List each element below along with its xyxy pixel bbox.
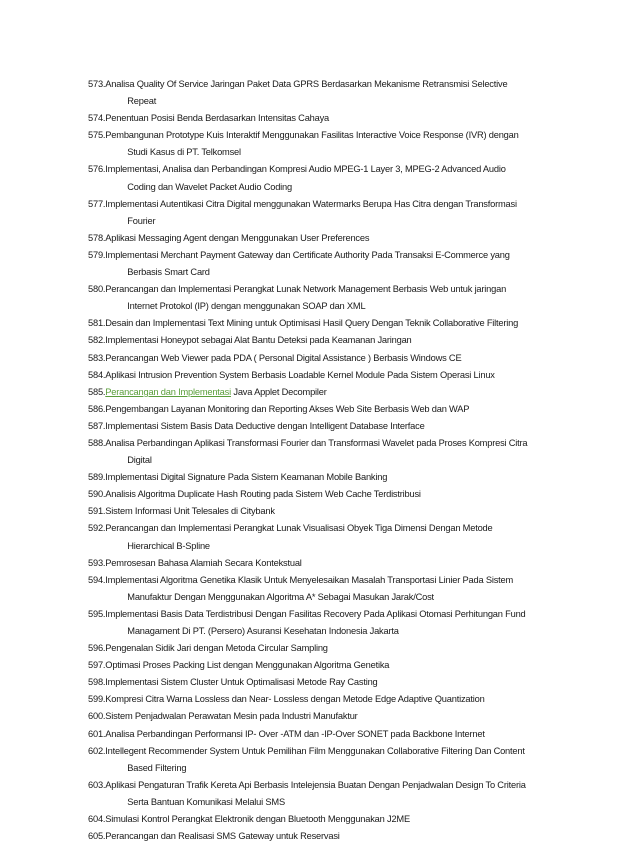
list-item bbox=[88, 401, 568, 418]
item-title-line bbox=[105, 384, 568, 401]
item-title-line: Implementasi Autentikasi Citra Digital menggunakan Watermarks Berupa Has Citra dengan Transformasi bbox=[105, 198, 517, 209]
item-title bbox=[105, 350, 568, 367]
list-item bbox=[88, 555, 568, 572]
item-number: 583. bbox=[88, 352, 106, 363]
list-item bbox=[88, 435, 568, 469]
item-number: 592. bbox=[88, 523, 106, 534]
item-title-continuation: Coding dan Wavelet Packet Audio Coding bbox=[127, 181, 292, 192]
item-number: 581. bbox=[88, 318, 106, 329]
item-title-line: Desain dan Implementasi Text Mining untuk Optimisasi Hasil Query Dengan Teknik Collaborative Filtering bbox=[105, 318, 519, 329]
item-number: 603. bbox=[88, 779, 106, 790]
item-title-line: Sistem Penjadwalan Perawatan Mesin pada Industri Manufaktur bbox=[105, 711, 358, 722]
list-item bbox=[88, 708, 568, 725]
item-title-continuation: Serta Bantuan Komunikasi Melalui SMS bbox=[127, 796, 285, 807]
list-item bbox=[88, 196, 568, 230]
item-title bbox=[105, 572, 568, 606]
item-title bbox=[105, 726, 568, 743]
item-title-continuation: Berbasis Smart Card bbox=[127, 267, 210, 278]
thesis-title-list bbox=[88, 76, 568, 845]
item-number: 586. bbox=[88, 403, 106, 414]
item-number: 604. bbox=[88, 814, 106, 825]
item-title-line: Analisis Algoritma Duplicate Hash Routing pada Sistem Web Cache Terdistribusi bbox=[105, 489, 421, 500]
item-number: 589. bbox=[88, 472, 106, 483]
item-title bbox=[105, 161, 568, 195]
item-title-line: Implementasi Algoritma Genetika Klasik Untuk Menyelesaikan Masalah Transportasi Linier Pada Sistem bbox=[105, 574, 514, 585]
item-title-line: Intellegent Recommender System Untuk Pemilihan Film Menggunakan Collaborative Filtering Dan Content bbox=[105, 745, 525, 756]
list-item bbox=[88, 828, 568, 845]
list-item bbox=[88, 674, 568, 691]
item-number: 576. bbox=[88, 164, 106, 175]
item-title bbox=[105, 435, 568, 469]
list-item bbox=[88, 332, 568, 349]
item-number: 605. bbox=[88, 831, 106, 842]
item-title bbox=[105, 828, 568, 845]
item-title bbox=[105, 110, 568, 127]
item-title bbox=[105, 332, 568, 349]
item-title-continuation: Internet Protokol (IP) dengan menggunakan SOAP dan XML bbox=[127, 301, 366, 312]
item-title-line: Penentuan Posisi Benda Berdasarkan Intensitas Cahaya bbox=[105, 113, 330, 124]
list-item bbox=[88, 743, 568, 777]
item-title-line: Implementasi Honeypot sebagai Alat Bantu Deteksi pada Keamanan Jaringan bbox=[105, 335, 412, 346]
item-title-line: Analisa Perbandingan Aplikasi Transformasi Fourier dan Transformasi Wavelet pada Proses Kompresi Citra bbox=[105, 437, 528, 448]
list-item bbox=[88, 606, 568, 640]
item-title-line: Implementasi Sistem Basis Data Deductive dengan Intelligent Database Interface bbox=[105, 420, 425, 431]
item-title bbox=[105, 691, 568, 708]
list-item bbox=[88, 640, 568, 657]
list-item bbox=[88, 691, 568, 708]
item-number: 593. bbox=[88, 557, 106, 568]
item-title bbox=[105, 230, 568, 247]
list-item bbox=[88, 503, 568, 520]
item-number: 574. bbox=[88, 113, 106, 124]
item-title bbox=[105, 503, 568, 520]
list-item bbox=[88, 572, 568, 606]
item-title-line: Perancangan Web Viewer pada PDA ( Personal Digital Assistance ) Berbasis Windows CE bbox=[105, 352, 462, 363]
list-item bbox=[88, 520, 568, 554]
item-title bbox=[105, 708, 568, 725]
item-title-continuation: Repeat bbox=[127, 96, 157, 107]
item-number: 590. bbox=[88, 489, 106, 500]
item-title-line: Pengenalan Sidik Jari dengan Metoda Circular Sampling bbox=[105, 643, 328, 654]
list-item bbox=[88, 777, 568, 811]
item-title bbox=[105, 315, 568, 332]
list-item bbox=[88, 281, 568, 315]
list-item bbox=[88, 469, 568, 486]
item-title-line: Perancangan dan Implementasi Perangkat Lunak Network Management Berbasis Web untuk jaringan bbox=[105, 284, 507, 295]
list-item bbox=[88, 76, 568, 110]
item-number: 575. bbox=[88, 130, 106, 141]
item-number: 599. bbox=[88, 694, 106, 705]
item-number: 580. bbox=[88, 284, 106, 295]
item-title-line: Optimasi Proses Packing List dengan Menggunakan Algoritma Genetika bbox=[105, 660, 390, 671]
item-title-line: Implementasi Sistem Cluster Untuk Optimalisasi Metode Ray Casting bbox=[105, 677, 378, 688]
item-title bbox=[105, 127, 568, 161]
item-title-line: Aplikasi Intrusion Prevention System Berbasis Loadable Kernel Module Pada Sistem Operasi Linux bbox=[105, 369, 495, 380]
list-item bbox=[88, 315, 568, 332]
item-title-line: Implementasi Basis Data Terdistribusi Dengan Fasilitas Recovery Pada Aplikasi Otomasi Perhitungan Fund bbox=[105, 608, 526, 619]
item-number: 587. bbox=[88, 420, 106, 431]
item-title-line: Pengembangan Layanan Monitoring dan Reporting Akses Web Site Berbasis Web dan WAP bbox=[105, 403, 470, 414]
list-item bbox=[88, 110, 568, 127]
item-number: 578. bbox=[88, 232, 106, 243]
list-item bbox=[88, 350, 568, 367]
item-title-line: Perancangan dan Implementasi Perangkat Lunak Visualisasi Obyek Tiga Dimensi Dengan Metode bbox=[105, 523, 493, 534]
item-number: 595. bbox=[88, 608, 106, 619]
list-item bbox=[88, 657, 568, 674]
item-number: 591. bbox=[88, 506, 106, 517]
item-title-continuation: Fourier bbox=[127, 215, 156, 226]
item-title-line: Implementasi Digital Signature Pada Sistem Keamanan Mobile Banking bbox=[105, 472, 388, 483]
item-title bbox=[105, 247, 568, 281]
list-item bbox=[88, 247, 568, 281]
list-item bbox=[88, 384, 568, 401]
item-title bbox=[105, 520, 568, 554]
item-title-line: Sistem Informasi Unit Telesales di Citybank bbox=[105, 506, 275, 517]
item-number: 579. bbox=[88, 249, 106, 260]
item-title bbox=[105, 555, 568, 572]
item-title-line: Simulasi Kontrol Perangkat Elektronik dengan Bluetooth Menggunakan J2ME bbox=[105, 814, 410, 825]
list-item bbox=[88, 726, 568, 743]
item-number: 598. bbox=[88, 677, 106, 688]
item-title-text: Java Applet Decompiler bbox=[230, 386, 327, 397]
item-title-line: Implementasi Merchant Payment Gateway dan Certificate Authority Pada Transaksi E-Commerce yang bbox=[105, 249, 510, 260]
item-title-continuation: Digital bbox=[127, 455, 152, 466]
list-item bbox=[88, 230, 568, 247]
list-item bbox=[88, 367, 568, 384]
item-title bbox=[105, 657, 568, 674]
item-number: 573. bbox=[88, 79, 106, 89]
item-number: 594. bbox=[88, 574, 106, 585]
item-title-line: Implementasi, Analisa dan Perbandingan Kompresi Audio MPEG-1 Layer 3, MPEG-2 Advanced Audio bbox=[105, 164, 506, 175]
item-title-line: Analisa Perbandingan Performansi IP- Over -ATM dan -IP-Over SONET pada Backbone Internet bbox=[105, 728, 485, 739]
item-title-continuation: Manufaktur Dengan Menggunakan Algoritma A* Sebagai Masukan Jarak/Cost bbox=[127, 591, 434, 602]
item-number: 600. bbox=[88, 711, 106, 722]
item-title-line: Pemrosesan Bahasa Alamiah Secara Kontekstual bbox=[105, 557, 302, 568]
item-title bbox=[105, 384, 568, 401]
item-title bbox=[105, 401, 568, 418]
list-item bbox=[88, 161, 568, 195]
item-title bbox=[105, 367, 568, 384]
item-title bbox=[105, 606, 568, 640]
list-item bbox=[88, 127, 568, 161]
item-title bbox=[105, 281, 568, 315]
item-title-continuation: Managament Di PT. (Persero) Asuransi Kesehatan Indonesia Jakarta bbox=[127, 626, 399, 636]
item-number: 588. bbox=[88, 437, 106, 448]
item-number: 577. bbox=[88, 198, 106, 209]
item-title bbox=[105, 777, 568, 811]
item-title-line: Kompresi Citra Warna Lossless dan Near- Lossless dengan Metode Edge Adaptive Quantization bbox=[105, 694, 485, 705]
item-number: 597. bbox=[88, 660, 106, 671]
item-title-line: Pembangunan Prototype Kuis Interaktif Menggunakan Fasilitas Interactive Voice Response (IVR) dengan bbox=[105, 130, 519, 141]
list-item bbox=[88, 418, 568, 435]
item-title bbox=[105, 743, 568, 777]
item-number: 584. bbox=[88, 369, 106, 380]
item-number: 602. bbox=[88, 745, 106, 756]
item-title-line: Aplikasi Messaging Agent dengan Menggunakan User Preferences bbox=[105, 232, 370, 243]
item-title bbox=[105, 674, 568, 691]
item-title bbox=[105, 418, 568, 435]
item-title-continuation: Hierarchical B-Spline bbox=[127, 540, 210, 551]
item-number: 601. bbox=[88, 728, 106, 739]
item-title bbox=[105, 640, 568, 657]
item-number: 596. bbox=[88, 643, 106, 654]
item-title-line: Analisa Quality Of Service Jaringan Paket Data GPRS Berdasarkan Mekanisme Retransmisi Selective bbox=[105, 79, 508, 89]
item-title-continuation: Based Filtering bbox=[127, 762, 187, 773]
list-item bbox=[88, 486, 568, 503]
item-title-continuation: Studi Kasus di PT. Telkomsel bbox=[127, 147, 241, 158]
item-title-link[interactable]: Perancangan dan Implementasi bbox=[105, 386, 231, 397]
item-title-line: Perancangan dan Realisasi SMS Gateway untuk Reservasi bbox=[105, 831, 340, 842]
item-title bbox=[105, 76, 568, 110]
item-number: 582. bbox=[88, 335, 106, 346]
item-title bbox=[105, 196, 568, 230]
item-title bbox=[105, 486, 568, 503]
item-number: 585. bbox=[88, 386, 106, 397]
item-title bbox=[105, 469, 568, 486]
item-title-line: Aplikasi Pengaturan Trafik Kereta Api Berbasis Intelejensia Buatan Dengan Penjadwalan Design To Criteria bbox=[105, 779, 526, 790]
